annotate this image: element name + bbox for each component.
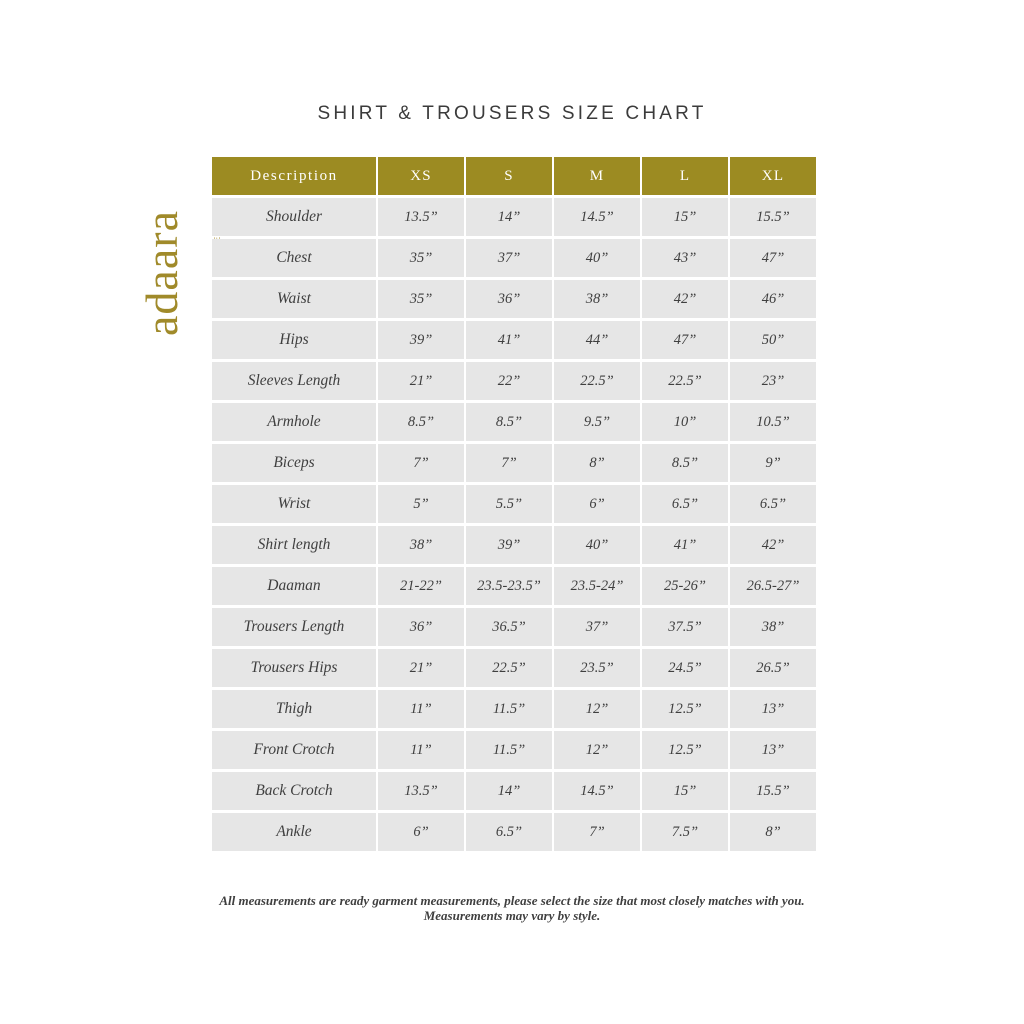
column-header-m: M bbox=[554, 157, 640, 195]
table-row bbox=[212, 198, 816, 236]
cell-value: 14.5” bbox=[554, 772, 640, 810]
cell-value: 5” bbox=[378, 485, 464, 523]
row-label: Ankle bbox=[212, 813, 376, 851]
cell-value: 12” bbox=[554, 731, 640, 769]
cell-value: 9” bbox=[730, 444, 816, 482]
cell-value: 13” bbox=[730, 731, 816, 769]
cell-value: 37.5” bbox=[642, 608, 728, 646]
cell-value: 8.5” bbox=[466, 403, 552, 441]
cell-value: 47” bbox=[642, 321, 728, 359]
cell-value: 46” bbox=[730, 280, 816, 318]
measurement-footnote: All measurements are ready garment measurements, please select the size that most closely matches with you. Measurements may vary by style. bbox=[219, 893, 805, 923]
cell-value: 15.5” bbox=[730, 198, 816, 236]
brand-logo bbox=[120, 178, 200, 378]
cell-value: 22.5” bbox=[466, 649, 552, 687]
cell-value: 14” bbox=[466, 198, 552, 236]
cell-value: 42” bbox=[730, 526, 816, 564]
cell-value: 7” bbox=[554, 813, 640, 851]
table-row bbox=[212, 526, 816, 564]
cell-value: 11” bbox=[378, 731, 464, 769]
row-label: Thigh bbox=[212, 690, 376, 728]
cell-value: 37” bbox=[554, 608, 640, 646]
cell-value: 44” bbox=[554, 321, 640, 359]
table-row bbox=[212, 731, 816, 769]
table-row bbox=[212, 567, 816, 605]
column-header-l: L bbox=[642, 157, 728, 195]
cell-value: 22” bbox=[466, 362, 552, 400]
cell-value: 40” bbox=[554, 239, 640, 277]
column-header-xs: XS bbox=[378, 157, 464, 195]
table-row bbox=[212, 772, 816, 810]
table-row bbox=[212, 608, 816, 646]
cell-value: 35” bbox=[378, 280, 464, 318]
row-label: Wrist bbox=[212, 485, 376, 523]
page-title: SHIRT & TROUSERS SIZE CHART bbox=[317, 103, 707, 124]
cell-value: 6” bbox=[554, 485, 640, 523]
cell-value: 6.5” bbox=[642, 485, 728, 523]
size-chart-table bbox=[210, 154, 818, 854]
cell-value: 22.5” bbox=[554, 362, 640, 400]
cell-value: 21” bbox=[378, 649, 464, 687]
cell-value: 5.5” bbox=[466, 485, 552, 523]
cell-value: 42” bbox=[642, 280, 728, 318]
cell-value: 26.5-27” bbox=[730, 567, 816, 605]
row-label: Shirt length bbox=[212, 526, 376, 564]
cell-value: 22.5” bbox=[642, 362, 728, 400]
cell-value: 10” bbox=[642, 403, 728, 441]
table-row bbox=[212, 280, 816, 318]
row-label: Shoulder bbox=[212, 198, 376, 236]
cell-value: 6.5” bbox=[466, 813, 552, 851]
row-label: Hips bbox=[212, 321, 376, 359]
cell-value: 23.5” bbox=[554, 649, 640, 687]
table-body bbox=[212, 198, 816, 851]
cell-value: 25-26” bbox=[642, 567, 728, 605]
cell-value: 41” bbox=[642, 526, 728, 564]
cell-value: 13” bbox=[730, 690, 816, 728]
cell-value: 14” bbox=[466, 772, 552, 810]
cell-value: 35” bbox=[378, 239, 464, 277]
cell-value: 39” bbox=[378, 321, 464, 359]
column-header-s: S bbox=[466, 157, 552, 195]
row-label: Trousers Hips bbox=[212, 649, 376, 687]
cell-value: 21” bbox=[378, 362, 464, 400]
cell-value: 6” bbox=[378, 813, 464, 851]
cell-value: 9.5” bbox=[554, 403, 640, 441]
table-row bbox=[212, 485, 816, 523]
cell-value: 11.5” bbox=[466, 690, 552, 728]
cell-value: 23” bbox=[730, 362, 816, 400]
cell-value: 8.5” bbox=[642, 444, 728, 482]
row-label: Trousers Length bbox=[212, 608, 376, 646]
cell-value: 37” bbox=[466, 239, 552, 277]
table-row bbox=[212, 649, 816, 687]
cell-value: 7” bbox=[466, 444, 552, 482]
cell-value: 11” bbox=[378, 690, 464, 728]
cell-value: 12.5” bbox=[642, 731, 728, 769]
cell-value: 38” bbox=[554, 280, 640, 318]
table-header-row bbox=[212, 157, 816, 195]
cell-value: 24.5” bbox=[642, 649, 728, 687]
row-label: Chest bbox=[212, 239, 376, 277]
cell-value: 11.5” bbox=[466, 731, 552, 769]
cell-value: 40” bbox=[554, 526, 640, 564]
cell-value: 10.5” bbox=[730, 403, 816, 441]
cell-value: 36” bbox=[378, 608, 464, 646]
cell-value: 47” bbox=[730, 239, 816, 277]
column-header-xl: XL bbox=[730, 157, 816, 195]
cell-value: 21-22” bbox=[378, 567, 464, 605]
cell-value: 15.5” bbox=[730, 772, 816, 810]
cell-value: 23.5-23.5” bbox=[466, 567, 552, 605]
cell-value: 7.5” bbox=[642, 813, 728, 851]
table-row bbox=[212, 813, 816, 851]
brand-name: adaara bbox=[136, 210, 187, 336]
cell-value: 23.5-24” bbox=[554, 567, 640, 605]
table-row bbox=[212, 321, 816, 359]
table-row bbox=[212, 690, 816, 728]
cell-value: 12.5” bbox=[642, 690, 728, 728]
size-chart-table-wrapper bbox=[210, 154, 814, 854]
row-label: Waist bbox=[212, 280, 376, 318]
row-label: Daaman bbox=[212, 567, 376, 605]
cell-value: 41” bbox=[466, 321, 552, 359]
cell-value: 15” bbox=[642, 198, 728, 236]
cell-value: 7” bbox=[378, 444, 464, 482]
table-row bbox=[212, 362, 816, 400]
cell-value: 6.5” bbox=[730, 485, 816, 523]
cell-value: 38” bbox=[730, 608, 816, 646]
cell-value: 36.5” bbox=[466, 608, 552, 646]
cell-value: 8” bbox=[554, 444, 640, 482]
cell-value: 38” bbox=[378, 526, 464, 564]
table-row bbox=[212, 444, 816, 482]
cell-value: 12” bbox=[554, 690, 640, 728]
cell-value: 39” bbox=[466, 526, 552, 564]
cell-value: 14.5” bbox=[554, 198, 640, 236]
row-label: Sleeves Length bbox=[212, 362, 376, 400]
column-header-description: Description bbox=[212, 157, 376, 195]
row-label: Biceps bbox=[212, 444, 376, 482]
row-label: Back Crotch bbox=[212, 772, 376, 810]
cell-value: 13.5” bbox=[378, 772, 464, 810]
row-label: Armhole bbox=[212, 403, 376, 441]
cell-value: 36” bbox=[466, 280, 552, 318]
cell-value: 8.5” bbox=[378, 403, 464, 441]
cell-value: 26.5” bbox=[730, 649, 816, 687]
row-label: Front Crotch bbox=[212, 731, 376, 769]
cell-value: 15” bbox=[642, 772, 728, 810]
cell-value: 43” bbox=[642, 239, 728, 277]
table-row bbox=[212, 239, 816, 277]
cell-value: 8” bbox=[730, 813, 816, 851]
cell-value: 50” bbox=[730, 321, 816, 359]
table-row bbox=[212, 403, 816, 441]
cell-value: 13.5” bbox=[378, 198, 464, 236]
